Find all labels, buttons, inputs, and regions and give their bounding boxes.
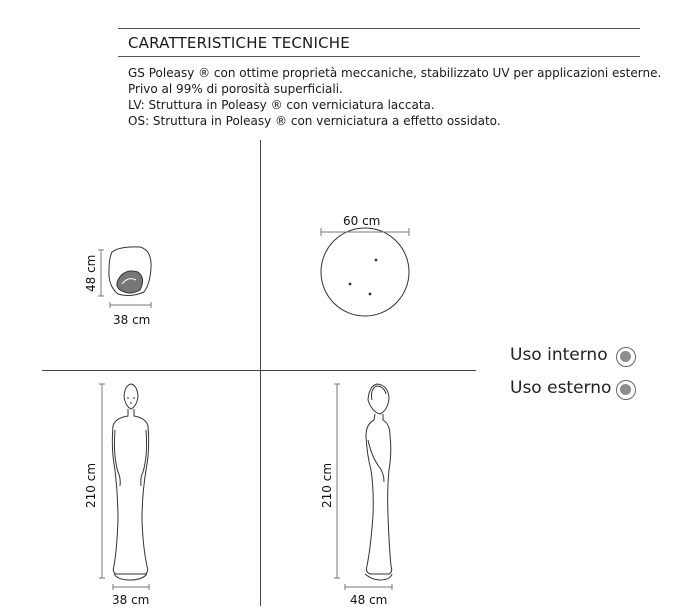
side-width-label: 48 cm: [350, 593, 388, 607]
spec-line-lv: LV: Struttura in Poleasy ® con verniciatura laccata.: [128, 98, 435, 112]
section-title: CARATTERISTICHE TECNICHE: [128, 34, 350, 52]
top-diameter-label: 60 cm: [343, 214, 381, 228]
small-product-drawing: [98, 247, 151, 308]
top-view-drawing: [321, 228, 409, 316]
spec-line-os: OS: Struttura in Poleasy ® con verniciatura a effetto ossidato.: [128, 114, 501, 128]
side-figure-drawing: [334, 384, 392, 590]
indoor-use-label: Uso interno: [510, 345, 608, 365]
spec-line-material: GS Poleasy ® con ottime proprietà meccaniche, stabilizzato UV per applicazioni esterne.: [128, 66, 662, 80]
spec-line-porosity: Privo al 99% di porosità superficiali.: [128, 82, 343, 96]
small-height-label: 48 cm: [84, 254, 98, 292]
indoor-use-indicator-icon: [616, 347, 636, 367]
front-width-label: 38 cm: [112, 593, 150, 607]
outdoor-use-label: Uso esterno: [510, 378, 612, 398]
side-height-label: 210 cm: [320, 462, 334, 508]
small-width-label: 38 cm: [113, 313, 151, 327]
front-figure-drawing: [99, 384, 149, 590]
outdoor-use-indicator-icon: [616, 380, 636, 400]
front-height-label: 210 cm: [84, 462, 98, 508]
